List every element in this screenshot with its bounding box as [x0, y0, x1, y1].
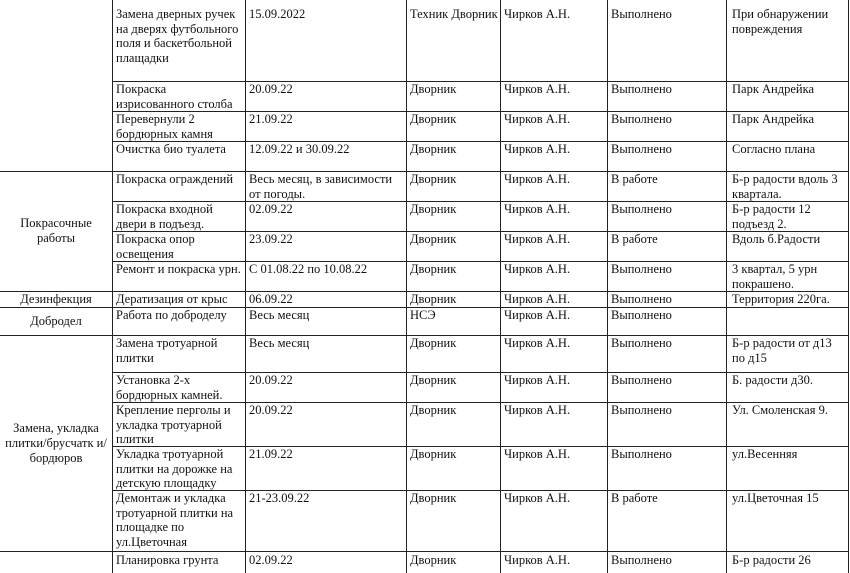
work-cell: Демонтаж и укладка тротуарной плитки на площадке по ул.Цветочная — [116, 491, 234, 549]
executor-cell: Дворник — [410, 172, 457, 186]
note-cell: При обнаружении повреждения — [732, 7, 829, 36]
status-cell: Выполнено — [611, 336, 672, 350]
work-cell: Установка 2-х бордюрных камней. — [116, 373, 223, 402]
column-divider — [245, 0, 246, 573]
status-cell: В работе — [611, 491, 658, 505]
responsible-cell: Чирков А.Н. — [504, 262, 571, 276]
note-cell: Территория 220га. — [732, 292, 830, 306]
category-label: Замена, укладка плитки/брусчатк и/бордюров — [5, 420, 107, 465]
responsible-cell: Чирков А.Н. — [504, 142, 571, 156]
status-cell: Выполнено — [611, 308, 672, 322]
work-cell: Покраска ограждений — [116, 172, 234, 186]
status-cell: В работе — [611, 232, 658, 246]
work-cell: Работа по доброделу — [116, 308, 227, 322]
work-cell: Покраска опор освещения — [116, 232, 195, 261]
note-cell: ул.Весенняя — [732, 447, 798, 461]
executor-cell: Дворник — [410, 232, 457, 246]
responsible-cell: Чирков А.Н. — [504, 373, 571, 387]
executor-cell: Дворник — [410, 82, 457, 96]
work-cell: Замена дверных ручек на дверях футбольного поля и баскетбольной плащадки — [116, 7, 239, 65]
status-cell: Выполнено — [611, 112, 672, 126]
note-cell: Б-р радости от д13 по д15 — [732, 336, 832, 365]
category-label: Покрасочные работы — [20, 216, 92, 245]
date-cell: 02.09.22 — [249, 553, 293, 567]
responsible-cell: Чирков А.Н. — [504, 202, 571, 216]
executor-cell: Техник Дворник — [410, 7, 498, 21]
note-cell: 3 квартал, 5 урн покрашено. — [732, 262, 818, 291]
category-cell — [0, 307, 112, 335]
responsible-cell: Чирков А.Н. — [504, 308, 571, 322]
executor-cell: Дворник — [410, 292, 457, 306]
date-cell: 20.09.22 — [249, 82, 293, 96]
date-cell: Весь месяц — [249, 308, 310, 322]
date-cell: 20.09.22 — [249, 403, 293, 417]
work-cell: Дератизация от крыс — [116, 292, 228, 306]
column-divider — [406, 0, 407, 573]
note-cell: Б-р радости 12 подъезд 2. — [732, 202, 811, 231]
executor-cell: Дворник — [410, 553, 457, 567]
status-cell: Выполнено — [611, 262, 672, 276]
status-cell: Выполнено — [611, 82, 672, 96]
column-divider — [112, 0, 113, 573]
date-cell: 21-23.09.22 — [249, 491, 310, 505]
responsible-cell: Чирков А.Н. — [504, 172, 571, 186]
category-cell — [0, 171, 112, 291]
responsible-cell: Чирков А.Н. — [504, 7, 571, 21]
date-cell: 21.09.22 — [249, 112, 293, 126]
work-cell: Ремонт и покраска урн. — [116, 262, 241, 276]
status-cell: Выполнено — [611, 292, 672, 306]
date-cell: 12.09.22 и 30.09.22 — [249, 142, 350, 156]
executor-cell: Дворник — [410, 262, 457, 276]
date-cell: 06.09.22 — [249, 292, 293, 306]
responsible-cell: Чирков А.Н. — [504, 232, 571, 246]
status-cell: Выполнено — [611, 7, 672, 21]
date-cell: С 01.08.22 по 10.08.22 — [249, 262, 368, 276]
work-cell: Укладка тротуарной плитки на дорожке на детскую площадку — [116, 447, 233, 490]
executor-cell: Дворник — [410, 373, 457, 387]
note-cell: Ул. Смоленская 9. — [732, 403, 828, 417]
work-cell: Замена тротуарной плитки — [116, 336, 218, 365]
work-cell: Покраска изрисованного столба — [116, 82, 233, 111]
category-label: Добродел — [30, 313, 82, 328]
note-cell: Парк Андрейка — [732, 112, 815, 126]
note-cell: Б-р радости 26 — [732, 553, 811, 567]
status-cell: Выполнено — [611, 373, 672, 387]
executor-cell: Дворник — [410, 447, 457, 461]
date-cell: Весь месяц — [249, 336, 310, 350]
row-divider — [0, 551, 849, 552]
executor-cell: НСЭ — [410, 308, 436, 322]
executor-cell: Дворник — [410, 491, 457, 505]
responsible-cell: Чирков А.Н. — [504, 336, 571, 350]
date-cell: 15.09.2022 — [249, 7, 306, 21]
status-cell: Выполнено — [611, 403, 672, 417]
note-cell: Парк Андрейка — [732, 82, 815, 96]
status-cell: Выполнено — [611, 553, 672, 567]
responsible-cell: Чирков А.Н. — [504, 491, 571, 505]
category-label: Дезинфекция — [20, 291, 92, 306]
status-cell: Выполнено — [611, 447, 672, 461]
executor-cell: Дворник — [410, 142, 457, 156]
status-cell: Выполнено — [611, 142, 672, 156]
work-cell: Крепление перголы и укладка тротуарной плитки — [116, 403, 231, 446]
column-divider — [848, 0, 849, 573]
note-cell: Б-р радости вдоль 3 квартала. — [732, 172, 838, 201]
note-cell: Вдоль б.Радости — [732, 232, 821, 246]
status-cell: В работе — [611, 172, 658, 186]
category-cell — [0, 291, 112, 307]
column-divider — [500, 0, 501, 573]
executor-cell: Дворник — [410, 112, 457, 126]
note-cell: Б. радости д30. — [732, 373, 813, 387]
status-cell: Выполнено — [611, 202, 672, 216]
column-divider — [607, 0, 608, 573]
responsible-cell: Чирков А.Н. — [504, 403, 571, 417]
responsible-cell: Чирков А.Н. — [504, 292, 571, 306]
date-cell: 21.09.22 — [249, 447, 293, 461]
responsible-cell: Чирков А.Н. — [504, 112, 571, 126]
column-divider — [726, 0, 727, 573]
date-cell: Весь месяц, в зависимости от погоды. — [249, 172, 393, 201]
note-cell: ул.Цветочная 15 — [732, 491, 819, 505]
executor-cell: Дворник — [410, 403, 457, 417]
responsible-cell: Чирков А.Н. — [504, 447, 571, 461]
work-cell: Очистка био туалета — [116, 142, 226, 156]
note-cell: Согласно плана — [732, 142, 816, 156]
work-cell: Покраска входной двери в подъезд. — [116, 202, 213, 231]
date-cell: 20.09.22 — [249, 373, 293, 387]
executor-cell: Дворник — [410, 202, 457, 216]
date-cell: 23.09.22 — [249, 232, 293, 246]
work-cell: Планировка грунта — [116, 553, 219, 567]
category-cell — [0, 335, 112, 551]
work-cell: Перевернули 2 бордюрных камня — [116, 112, 213, 141]
responsible-cell: Чирков А.Н. — [504, 553, 571, 567]
responsible-cell: Чирков А.Н. — [504, 82, 571, 96]
executor-cell: Дворник — [410, 336, 457, 350]
date-cell: 02.09.22 — [249, 202, 293, 216]
